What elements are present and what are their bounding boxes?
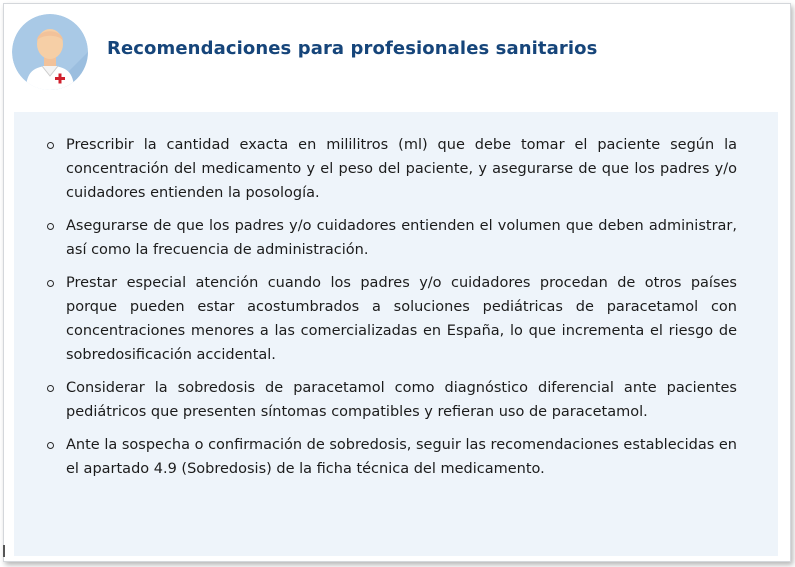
card-header <box>4 4 790 112</box>
recommendations-list <box>44 133 737 490</box>
recommendations-card <box>3 3 791 562</box>
doctor-avatar-icon <box>12 14 88 90</box>
list-item <box>44 271 737 367</box>
recommendation-text: Prestar especial atención cuando los padres y/o cuidadores procedan de otros países porque pueden estar acostumbrados a soluciones pediátricas de paracetamol con concentraciones menores a las comercializadas en España, lo que incrementa el riesgo de sobredosificación accidental. <box>66 275 737 363</box>
page-title: Recomendaciones para profesionales sanitarios <box>107 38 598 59</box>
bullet-circle-icon <box>47 280 54 287</box>
bullet-circle-icon <box>47 223 54 230</box>
bullet-circle-icon <box>47 142 54 149</box>
list-item <box>44 433 737 481</box>
recommendations-panel <box>14 112 778 556</box>
edge-mark <box>3 545 5 557</box>
recommendation-text: Considerar la sobredosis de paracetamol como diagnóstico diferencial ante pacientes pediátricos que presenten síntomas compatibles y refieran uso de paracetamol. <box>66 380 737 420</box>
bullet-circle-icon <box>47 385 54 392</box>
bullet-circle-icon <box>47 442 54 449</box>
list-item <box>44 214 737 262</box>
list-item <box>44 133 737 205</box>
list-item <box>44 376 737 424</box>
recommendation-text: Prescribir la cantidad exacta en mililitros (ml) que debe tomar el paciente según la concentración del medicamento y el peso del paciente, y asegurarse de que los padres y/o cuidadores entienden la posología. <box>66 137 737 201</box>
recommendation-text: Asegurarse de que los padres y/o cuidadores entienden el volumen que deben administrar, así como la frecuencia de administración. <box>66 218 737 258</box>
recommendation-text: Ante la sospecha o confirmación de sobredosis, seguir las recomendaciones establecidas en el apartado 4.9 (Sobredosis) de la ficha técnica del medicamento. <box>66 437 737 477</box>
